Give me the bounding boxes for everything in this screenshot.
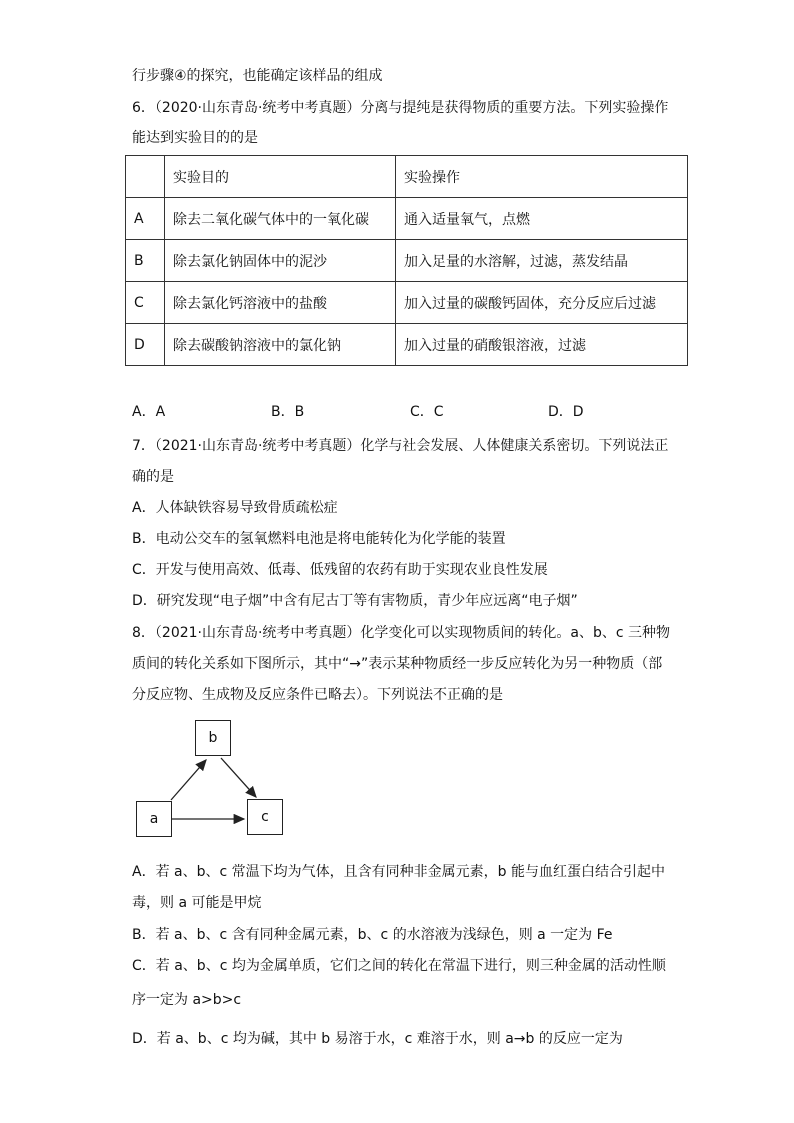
table-cell: 加入过量的碳酸钙固体，充分反应后过滤 [396,282,688,324]
table-cell: 除去碳酸钠溶液中的氯化钠 [165,324,396,366]
q8-option-d-line1: D．若 a、b、c 均为碱，其中 b 易溶于水，c 难溶于水，则 a→b 的反应一定为 [132,1031,623,1047]
table-cell: A [126,198,165,240]
q7-stem-line2: 确的是 [132,469,174,485]
q8-stem-line1: 8．（2021·山东青岛·统考中考真题）化学变化可以实现物质间的转化。a、b、c 三种物 [132,625,671,641]
intro-line: 行步骤④的探究，也能确定该样品的组成 [132,68,383,84]
arrow-b-to-c [221,758,256,797]
diagram-node-a: a [136,801,172,837]
q6-option-a: A．A [132,404,166,420]
q8-option-a-line2: 毒，则 a 可能是甲烷 [132,895,262,911]
table-cell: B [126,240,165,282]
table-header-cell: 实验操作 [396,156,688,198]
diagram-node-b: b [195,720,231,756]
q8-option-a-line1: A．若 a、b、c 常温下均为气体，且含有同种非金属元素，b 能与血红蛋白结合引起中 [132,864,665,880]
q7-option-d: D．研究发现“电子烟”中含有尼古丁等有害物质，青少年应远离“电子烟” [132,593,578,609]
q8-option-c-line1: C．若 a、b、c 均为金属单质，它们之间的转化在常温下进行，则三种金属的活动性顺 [132,958,666,974]
q8-option-c-line2: 序一定为 a>b>c [132,992,242,1008]
table-cell: 通入适量氧气，点燃 [396,198,688,240]
diagram-node-c: c [247,799,283,835]
q6-stem-line1: 6．（2020·山东青岛·统考中考真题）分离与提纯是获得物质的重要方法。下列实验操作 [132,100,669,116]
table-cell: 除去氯化钠固体中的泥沙 [165,240,396,282]
q6-option-d: D．D [548,404,584,420]
q6-option-c: C．C [410,404,444,420]
q6-stem-line2: 能达到实验目的的是 [132,130,258,146]
table-cell: 除去氯化钙溶液中的盐酸 [165,282,396,324]
table-header-cell: 实验目的 [165,156,396,198]
q8-stem-line3: 分反应物、生成物及反应条件已略去）。下列说法不正确的是 [132,687,503,703]
q6-option-b: B．B [271,404,305,420]
q7-option-c: C．开发与使用高效、低毒、低残留的农药有助于实现农业良性发展 [132,562,548,578]
q8-option-b: B．若 a、b、c 含有同种金属元素，b、c 的水溶液为浅绿色，则 a 一定为 Fe [132,927,613,943]
q8-stem-line2: 质间的转化关系如下图所示，其中“→”表示某种物质经一步反应转化为另一种物质（部 [132,656,663,672]
table-cell: 加入过量的硝酸银溶液，过滤 [396,324,688,366]
q7-option-b: B．电动公交车的氢氧燃料电池是将电能转化为化学能的装置 [132,531,506,547]
table-cell: 加入足量的水溶解，过滤，蒸发结晶 [396,240,688,282]
q7-option-a: A．人体缺铁容易导致骨质疏松症 [132,500,338,516]
table-cell: C [126,282,165,324]
arrow-a-to-b [171,760,206,800]
q7-stem-line1: 7．（2021·山东青岛·统考中考真题）化学与社会发展、人体健康关系密切。下列说法正 [132,438,669,454]
table-cell: D [126,324,165,366]
table-cell: 除去二氧化碳气体中的一氧化碳 [165,198,396,240]
